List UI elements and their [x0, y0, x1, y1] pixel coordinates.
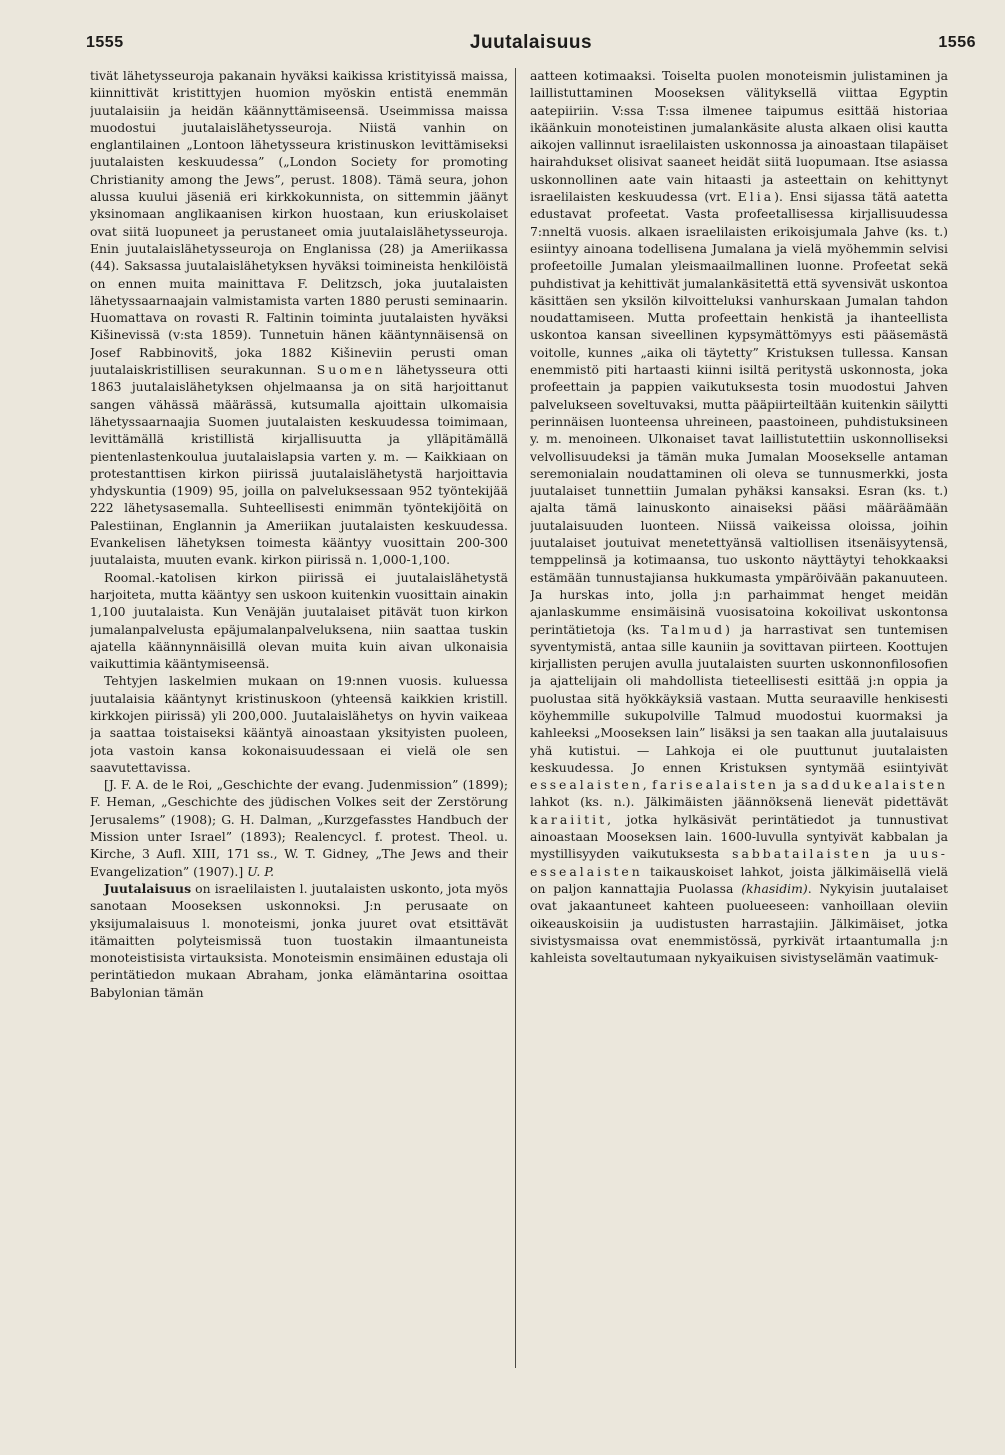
text-run: ja: [885, 846, 897, 862]
paragraph: Roomal.-katolisen kirkon piirissä ei juutalaislähetystä harjoiteta, mutta kääntyy sen uskoon kuitenkin vuosittain ainakin 1,100 juutalaista. Kun Venäjän juutalaiset pitävät tuon kirkon jumalanpalvelusta epäjumalanpalveluksena, niin saattaa tuskin ajatella käännynnäisillä olevan muita kuin aivan ulkonaisia vaikuttimia kääntymiseensä.: [90, 569, 508, 672]
article-start: [90, 880, 508, 1001]
text-run: lähetysseura otti 1863 juutalaislähetyksen ohjelmaansa ja on sitä harjoittanut sangen vähässä määrässä, kutsumalla ajoittain ulkomaisia lähetyssaarnaajia Suomen juutalaisten keskuudessa toimimaan, levittämällä kristillistä kirjallisuutta ja ylläpitämällä pientenlastenkoulua juutalaislapsia varten y. m. — Kaikkiaan on protestanttisen kirkon piirissä juutalaislähetystä harjoittavia yhdyskuntia (1909) 95, joilla on palveluksessaan 952 työntekijää 222 lähetysasemalla. Suhteellisesti enimmän työntekijöitä on Palestiinan, Englannin ja Ameriikan juutalaisten keskuudessa. Evankelisen lähetyksen toimesta kääntyy vuosittain 200-300 juutalaista, muuten evank. kirkon piirissä n. 1,000-1,100.: [90, 362, 508, 568]
text-run: taikauskoiset lahkot, joista jälkimäisellä vielä on paljon kannattajia Puolassa: [530, 863, 948, 896]
spaced-term: Suomen: [316, 362, 386, 378]
spaced-term: Elia: [737, 189, 775, 205]
column-divider: [515, 68, 516, 1368]
spaced-term: uus-essealaisten: [530, 846, 948, 879]
italic-term: (khasidim): [741, 880, 808, 896]
text-run: tivät lähetysseuroja pakanain hyväksi kaikissa kristityissä maissa, kiinnittivät kristittyjen huomion myöskin entistä enemmän juutalaisiin ja heidän käännyttämiseensä. Useimmissa maissa muodostui juutalaislähetysseuroja. Niistä vanhin on englantilainen „Lontoon lähetysseura kristinuskon levittämiseksi juutalaisten keskuudessa” („London Society for promoting Christianity among the Jews”, perust. 1808). Tämä seura, johon alussa kuului jäseniä eri kirkkokunnista, on sittemmin jäänyt yksinomaan anglikaanisen kirkon huostaan, kun eriuskolaiset ovat siitä luopuneet ja perustaneet omia juutalaislähetysseuroja. Enin juutalaislähetysseuroja on Englanissa (28) ja Ameriikassa (44). Saksassa juutalaislähetyksen hyväksi toimineista henkilöistä on ennen muita mainittava F. Delitzsch, joka juutalaisten lähetyssaarnaajain valmistamista varten 1880 perusti seminaarin. Huomattava on rovasti R. Faltinin toiminta juutalaisten hyväksi Kišinevissä (v:sta 1859). Tunnetuin hänen kääntynnäisensä on Josef Rabbinovitš, joka 1882 Kišineviin perusti oman juutalaiskristillisen seurakunnan.: [90, 68, 508, 378]
text-run: [J. F. A. de le Roi, „Geschichte der evang. Judenmission” (1899); F. Heman, „Geschichte des jüdischen Volkes seit der Zerstörung Jerusalems” (1908); G. H. Dalman, „Kurzgefasstes Handbuch der Mission unter Israel” (1893); Realencycl. f. protest. Theol. u. Kirche, 3 Aufl. XIII, 171 ss., W. T. Gidney, „The Jews and their Evangelization” (1907).]: [90, 777, 508, 879]
text-run: ja: [784, 777, 796, 793]
page-number-left: 1555: [86, 34, 124, 51]
page-number-right: 1556: [938, 34, 976, 51]
right-column: [530, 67, 948, 1377]
left-column: [90, 67, 508, 1377]
paragraph: [90, 67, 508, 569]
article-headword: Juutalaisuus: [104, 880, 192, 896]
text-run: ) ja harrastivat sen tuntemisen syventymistä, antaa sille kauniin ja sovittavan piirteen. Koottujen kirjallisten perujen avulla juutalaisten suurten uskonnonfilosofien ja ajattelijain oli mahdollista tieteellisesti esittää j:n oppia ja puolustaa sitä hyökkäyksiä vastaan. Mutta seuraaville henkisesti köyhemmille sukupolville Talmud muodostui kuormaksi ja kahleeksi „Mooseksen lain” lisäksi ja sen taakan alla juutalaisuus yhä kutistui. — Lahkoja ei ole puuttunut juutalaisten keskuudessa. Jo ennen Kristuksen syntymää esiintyivät: [530, 621, 948, 775]
text-run: lahkot (ks. n.). Jälkimäisten jäännöksenä lienevät pidettävät: [530, 794, 948, 810]
page-header: [86, 34, 976, 58]
text-run: , jotka hylkäsivät perintätiedot ja tunnustivat ainoastaan Mooseksen lain. 1600-luvulla syntyivät kabbalan ja mystillisyyden vaikutuksesta: [530, 811, 948, 862]
spaced-term: Talmud: [660, 621, 726, 637]
spaced-term: saddukealaisten: [801, 777, 948, 793]
spaced-term: farisealaisten: [652, 777, 780, 793]
text-run: aatteen kotimaaksi. Toiselta puolen monoteismin julistaminen ja laillistuttaminen Mooseksen välityksellä viittaa Egyptin aatepiiriin. V:ssa T:ssa ilmenee taipumus esittää historiaa ikäänkuin monoteistinen jumalankäsite alusta alkaen olisi kautta aikojen vallinnut israelilaisten uskonnossa ja ainoastaan tilapäiset hairahdukset olisivat saaneet heidät siitä luopumaan. Itse asiassa uskonnollinen aate vain hitaasti ja asteettain on kehittynyt israelilaisten keskuudessa (vrt.: [530, 68, 948, 205]
text-run: on israelilaisten l. juutalaisten uskonto, jota myös sanotaan Mooseksen uskonnoksi. J:n perusaate on yksijumalaisuus l. monoteismi, jonka juuret ovat etsittävät itämaitten polyteismissä tuon tuostakin ilmaantuneista monoteistisista virtauksista. Monoteismin ensimäinen edustaja oli perintätiedon mukaan Abraham, jonka elämäntarina osoittaa Babylonian tämän: [90, 880, 508, 1000]
text-run: ,: [642, 777, 647, 793]
bibliography: [90, 776, 508, 880]
paragraph: [530, 67, 948, 966]
spaced-term: sabbatailaisten: [732, 846, 873, 862]
spaced-term: karaiitit: [530, 811, 608, 827]
text-run: . Nykyisin juutalaiset ovat jakaantuneet kahteen puolueeseen: vanhoillaan oleviin oikeauskoisiin ja uudistusten harrastajiin. Jälkimäiset, jotka sivistysmaissa ovat enemmistössä, pyrkivät irtaantumalla j:n kahleista soveltautumaan nykyaikuisen sivistyselämän vaatimuk-: [530, 880, 948, 966]
text-run: ). Ensi sijassa tätä aatetta edustavat profeetat. Vasta profeetallisessa kirjallisuudessa 7:nneltä vuosis. alkaen israelilaisten erikoisjumala Jahve (ks. t.) esiintyy ainoana todellisena Jumalana ja vielä myöhemmin selvisi profeetoille Jumalan yleismaailmallinen luonne. Profeetat sekä puhdistivat ja kehittivät jumalankäsitettä että syvensivät uskontoa käsittäen sen yksilön kilvoitteluksi vanhurskaan Jumalan tahdon noudattamiseen. Mutta profeettain henkistä ja ihanteellista uskontoa kansan siveellinen kypsymättömyys esti pääsemästä voitolle, kunnes „aika oli täytetty” Kristuksen tullessa. Kansan enemmistö piti hartaasti kiinni isiltä peritystä uskonnosta, joka profeettain ja pappien vaikutuksesta tosin muodostui Jahven palvelukseen soveltuvaksi, mutta pääpiirteiltään kuitenkin säilytti perinnäisen luonteensa uhreineen, paastoineen, puhdistuksineen y. m. menoineen. Ulkonaiset tavat laillistutettiin uskonnolliseksi velvollisuudeksi ja tämän muka Jumalan Moosekselle antaman seremonialain noudattaminen oli oleva se tunnusmerkki, josta juutalaiset tunnettiin Jumalan pyhäksi kansaksi. Esran (ks. t.) ajalta tämä lainuskonto ainaiseksi pääsi määräämään juutalaisuuden luonteen. Niissä vaikeissa oloissa, joihin juutalaiset joutuivat menetettyänsä valtiollisen itsenäisyytensä, temppelinsä ja kotimaansa, tuo uskonto näyttäytyi tehokkaaksi estämään tunnustajiansa hukkumasta ympäröivään pakanuuteen. Ja hurskas into, jolla j:n parhaimmat henget meidän ajanlaskumme ensimäisinä vuosisatoina kokoilivat uskontonsa perintätietoja (ks.: [530, 189, 948, 637]
paragraph: Tehtyjen laskelmien mukaan on 19:nnen vuosis. kuluessa juutalaisia kääntynyt kristinuskoon (yhteensä kaikkien kristill. kirkkojen piirissä) yli 200,000. Juutalaislähetys on hyvin vaikeaa ja saattaa toistaiseksi kääntyä ainoastaan yksityisten puoleen, jota vastoin kansa kokonaisuudessaan ei vielä ole sen saavutettavissa.: [90, 673, 508, 775]
running-title: Juutalaisuus: [469, 32, 593, 53]
author-signature: U. P.: [247, 863, 275, 879]
spaced-term: essealaisten: [530, 777, 643, 793]
